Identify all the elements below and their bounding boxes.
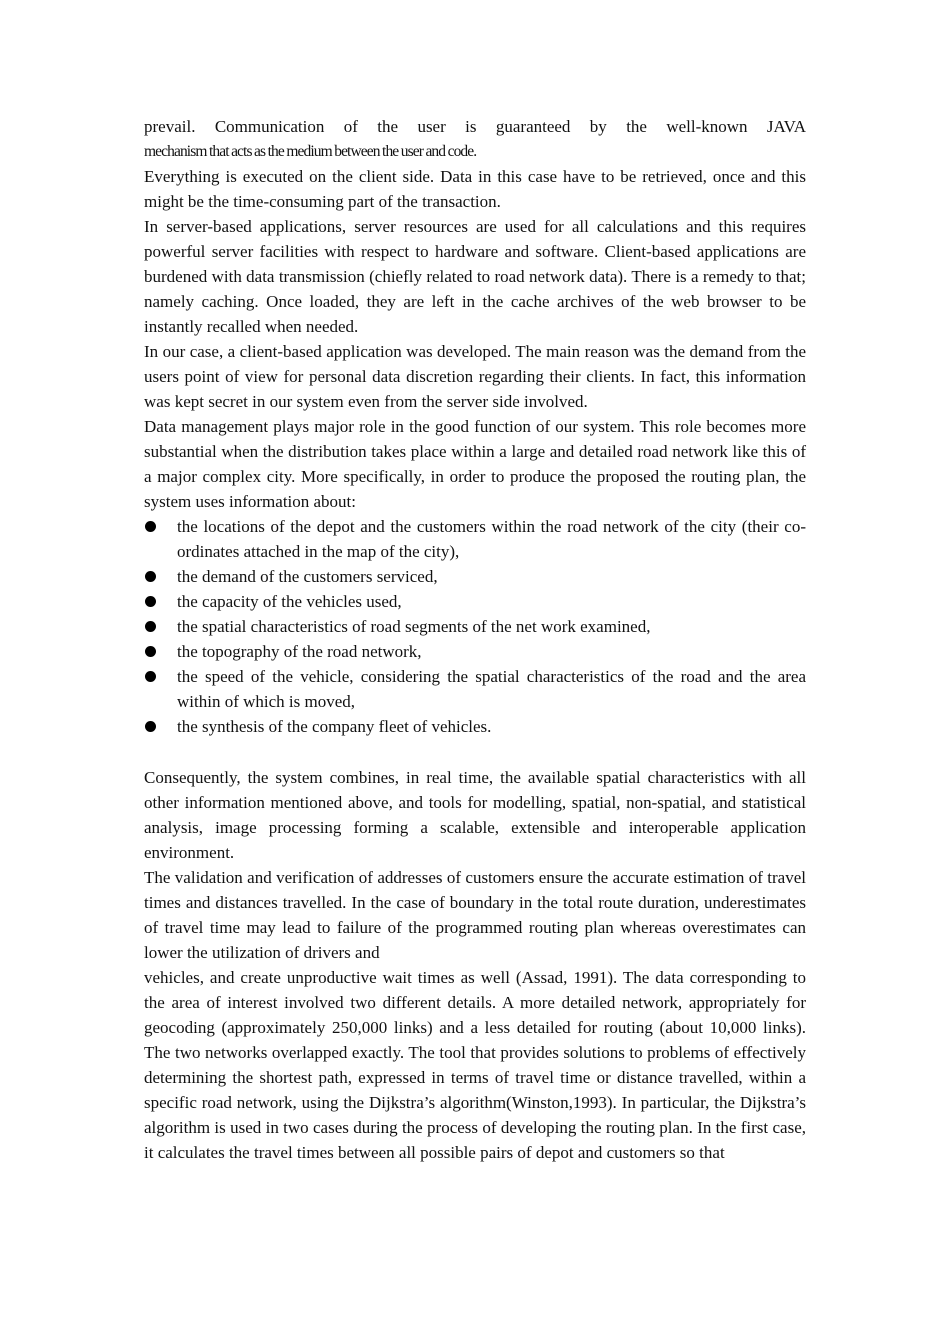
- paragraph-consequently: Consequently, the system combines, in real time, the available spatial characteristics with all other information mentioned above, and tools for modelling, spatial, non-spatial, and statistical analysis, image processing forming a scalable, extensible and interoperable application environment.: [144, 768, 806, 862]
- bullet-text: the spatial characteristics of road segments of the net work examined,: [177, 617, 651, 636]
- bullet-item: [144, 589, 806, 614]
- paragraph-validation: The validation and verification of addresses of customers ensure the accurate estimation of travel times and distances travelled. In the case of boundary in the total route duration, underestimates of travel time may lead to failure of the programmed routing plan whereas overestimates can lower the utilization of drivers and: [144, 868, 806, 962]
- bullet-text: the locations of the depot and the customers within the road network of the city (their co-ordinates attached in the map of the city),: [177, 517, 806, 561]
- paragraph-spacer: [144, 739, 806, 765]
- paragraph-java-line: prevail. Communication of the user is guaranteed by the well-known JAVA: [144, 117, 806, 136]
- paragraph-client-based-application: In our case, a client-based application was developed. The main reason was the demand from the users point of view for personal data discretion regarding their clients. In fact, this information was kept secret in our system even from the server side involved.: [144, 342, 806, 411]
- bullet-item: [144, 564, 806, 589]
- bullet-dot-icon: [145, 721, 156, 732]
- paragraph-client-side: Everything is executed on the client side. Data in this case have to be retrieved, once and this might be the time-consuming part of the transaction.: [144, 167, 806, 211]
- bullet-item: [144, 714, 806, 739]
- bullet-text: the demand of the customers serviced,: [177, 567, 438, 586]
- bullet-item: [144, 514, 806, 564]
- bullet-dot-icon: [145, 596, 156, 607]
- paragraph-dijkstra: vehicles, and create unproductive wait times as well (Assad, 1991). The data corresponding to the area of interest involved two different details. A more detailed network, appropriately for geocoding (approximately 250,000 links) and a less detailed for routing (about 10,000 links). The two networks overlapped exactly. The tool that provides solutions to problems of effectively determining the shortest path, expressed in terms of travel time or distance travelled, within a specific road network, using the Dijkstra’s algorithm(Winston,1993). In particular, the Dijkstra’s algorithm is used in two cases during the process of developing the routing plan. In the first case, it calculates the travel times between all possible pairs of depot and customers so that: [144, 968, 806, 1162]
- bullet-text: the capacity of the vehicles used,: [177, 592, 402, 611]
- bullet-dot-icon: [145, 571, 156, 582]
- bullet-dot-icon: [145, 646, 156, 657]
- document-page: [144, 114, 806, 1165]
- bullet-dot-icon: [145, 671, 156, 682]
- bullet-item: [144, 614, 806, 639]
- paragraph-server-based: In server-based applications, server resources are used for all calculations and this requires powerful server facilities with respect to hardware and software. Client-based applications are burdened with data transmission (chiefly related to road network data). There is a remedy to that; namely caching. Once loaded, they are left in the cache archives of the web browser to be instantly recalled when needed.: [144, 217, 806, 336]
- bullet-text: the synthesis of the company fleet of vehicles.: [177, 717, 492, 736]
- bullet-dot-icon: [145, 621, 156, 632]
- bullet-item: [144, 639, 806, 664]
- paragraph-java-mechanism: mechanism that acts as the medium between the user and code.: [144, 143, 477, 160]
- information-bullet-list: [144, 514, 806, 739]
- bullet-text: the topography of the road network,: [177, 642, 422, 661]
- bullet-text: the speed of the vehicle, considering the spatial characteristics of the road and the area within of which is moved,: [177, 667, 806, 711]
- bullet-item: [144, 664, 806, 714]
- bullet-dot-icon: [145, 521, 156, 532]
- paragraph-data-management: Data management plays major role in the good function of our system. This role becomes more substantial when the distribution takes place within a large and detailed road network like this of a major complex city. More specifically, in order to produce the proposed the routing plan, the system uses information about:: [144, 417, 806, 511]
